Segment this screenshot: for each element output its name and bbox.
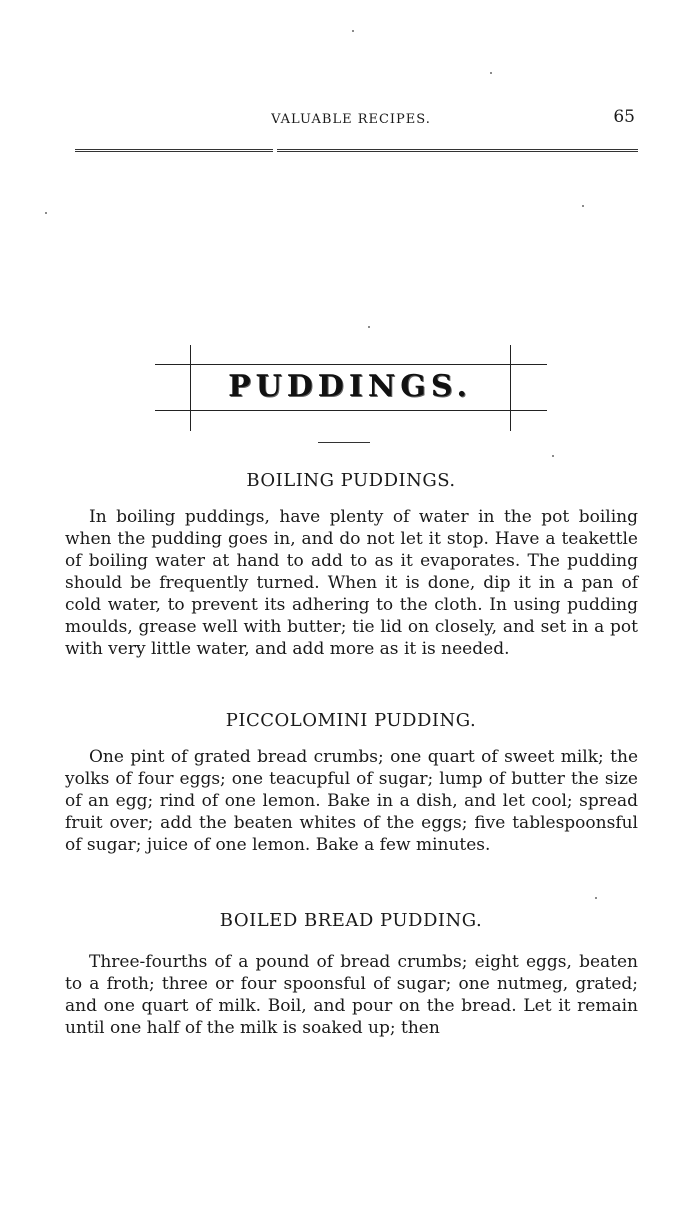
frame-line xyxy=(510,345,511,431)
paper-speck xyxy=(595,897,597,899)
header-rule-right xyxy=(277,149,638,152)
paper-speck xyxy=(368,326,370,328)
paper-speck xyxy=(490,72,492,74)
page-number: 65 xyxy=(613,107,635,127)
paper-speck xyxy=(352,30,354,32)
page-header xyxy=(65,107,637,138)
recipe-text-boiled-bread-pudding: Three-fourths of a pound of bread crumbs; eight eggs, beaten to a froth; three or four spoonsful of sugar; one nutmeg, grated; and one quart of milk. Boil, and pour on the bread. Let it remain until one half of the milk is soaked up; then xyxy=(65,952,638,1038)
header-rule-left xyxy=(75,149,273,152)
section-title: PUDDINGS. xyxy=(228,369,472,404)
paper-speck xyxy=(582,205,584,207)
frame-line xyxy=(155,364,547,365)
section-title-frame xyxy=(155,345,547,431)
recipe-text-boiling-puddings: In boiling puddings, have plenty of water in the pot boiling when the pudding goes in, and do not let it stop. Have a teakettle of boiling water at hand to add to as it evaporates. The pudding should be frequently turned. When it is done, dip it in a pan of cold water, to prevent its adhering to the cloth. In using pudding moulds, grease well with butter; tie lid on closely, and set in a pot with very little water, and add more as it is needed. xyxy=(65,507,638,659)
section-divider xyxy=(318,442,370,443)
paper-speck xyxy=(552,455,554,457)
paper-speck xyxy=(45,212,47,214)
frame-line xyxy=(155,410,547,411)
recipe-title-piccolomini-pudding: PICCOLOMINI PUDDING. xyxy=(225,710,477,731)
recipe-title-boiled-bread-pudding: BOILED BREAD PUDDING. xyxy=(219,910,483,931)
running-head: VALUABLE RECIPES. xyxy=(271,112,431,127)
recipe-title-boiling-puddings: BOILING PUDDINGS. xyxy=(246,470,456,491)
recipe-text-piccolomini-pudding: One pint of grated bread crumbs; one quart of sweet milk; the yolks of four eggs; one teacupful of sugar; lump of butter the size of an egg; rind of one lemon. Bake in a dish, and let cool; spread fruit over; add the beaten whites of the eggs; five tablespoonsful of sugar; juice of one lemon. Bake a few minutes. xyxy=(65,747,638,855)
